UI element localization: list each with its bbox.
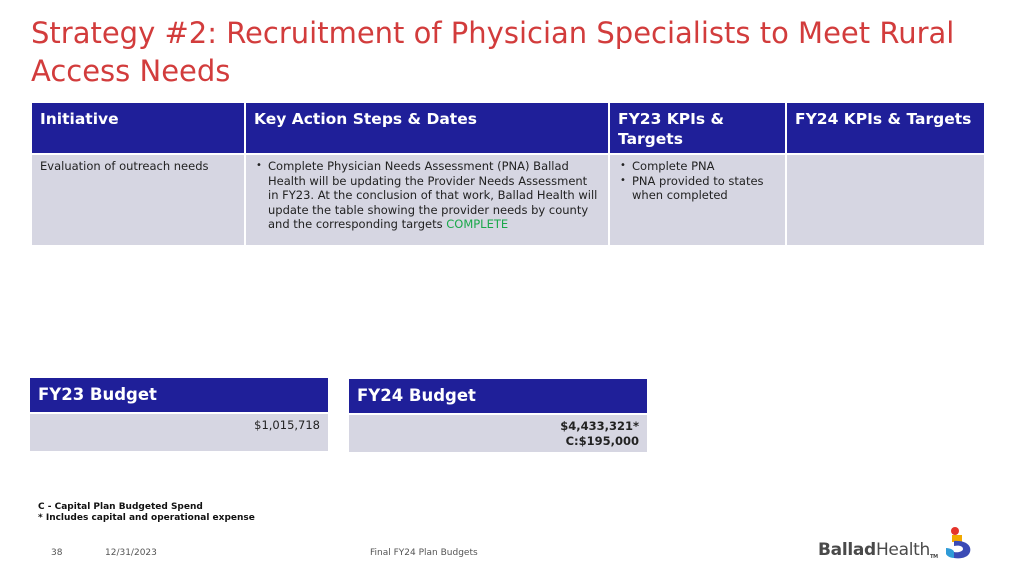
header-fy24-kpis: FY24 KPIs & Targets [786, 102, 985, 154]
fy23-budget-value: $1,015,718 [30, 414, 328, 451]
cell-fy24-kpis [786, 154, 985, 246]
logo-text-light: Health [875, 540, 930, 560]
action-step-text: Complete Physician Needs Assessment (PNA) Ballad Health will be updating the Provider Needs Assessment in FY23. At the conclusion of that work, Ballad Health will update the table showing the provider needs by county and the corresponding targets [268, 159, 598, 231]
cell-fy23-kpis [609, 154, 786, 246]
list-item [268, 159, 600, 232]
footnote-capital: C - Capital Plan Budgeted Spend [38, 502, 203, 512]
fy24-budget-label: FY24 Budget [349, 379, 647, 413]
fy23-budget-label: FY23 Budget [30, 378, 328, 412]
table-header-row [31, 102, 985, 154]
fy24-budget-capital: C:$195,000 [565, 434, 639, 448]
fy24-budget-value [349, 415, 647, 452]
page-title: Strategy #2: Recruitment of Physician Specialists to Meet Rural Access Needs [31, 16, 955, 88]
list-item: • Complete PNA [632, 159, 777, 174]
cell-action-steps [245, 154, 609, 246]
fy23-kpi-list [618, 159, 777, 203]
header-fy23-kpis: FY23 KPIs & Targets [609, 102, 786, 154]
list-item: • PNA provided to states when completed [632, 174, 777, 203]
footer-doc-title: Final FY24 Plan Budgets [370, 548, 478, 558]
fy24-budget-box [349, 379, 647, 452]
strategy-table [30, 101, 986, 247]
logo-text-bold: Ballad [818, 540, 876, 560]
ballad-health-logo [818, 526, 978, 566]
fy23-budget-box [30, 378, 328, 451]
fy24-budget-total: $4,433,321* [560, 419, 639, 433]
logo-mark-icon [944, 526, 974, 560]
footer-date: 12/31/2023 [105, 548, 157, 558]
table-row [31, 154, 985, 246]
action-steps-list [254, 159, 600, 232]
page-number: 38 [51, 548, 63, 558]
logo-trademark: TM [929, 554, 938, 560]
logo-wordmark [818, 540, 938, 560]
footnote-includes: * Includes capital and operational expense [38, 513, 255, 523]
header-key-action-steps: Key Action Steps & Dates [245, 102, 609, 154]
footnotes [38, 502, 255, 524]
cell-initiative: Evaluation of outreach needs [31, 154, 245, 246]
complete-status: COMPLETE [446, 217, 509, 231]
header-initiative: Initiative [31, 102, 245, 154]
